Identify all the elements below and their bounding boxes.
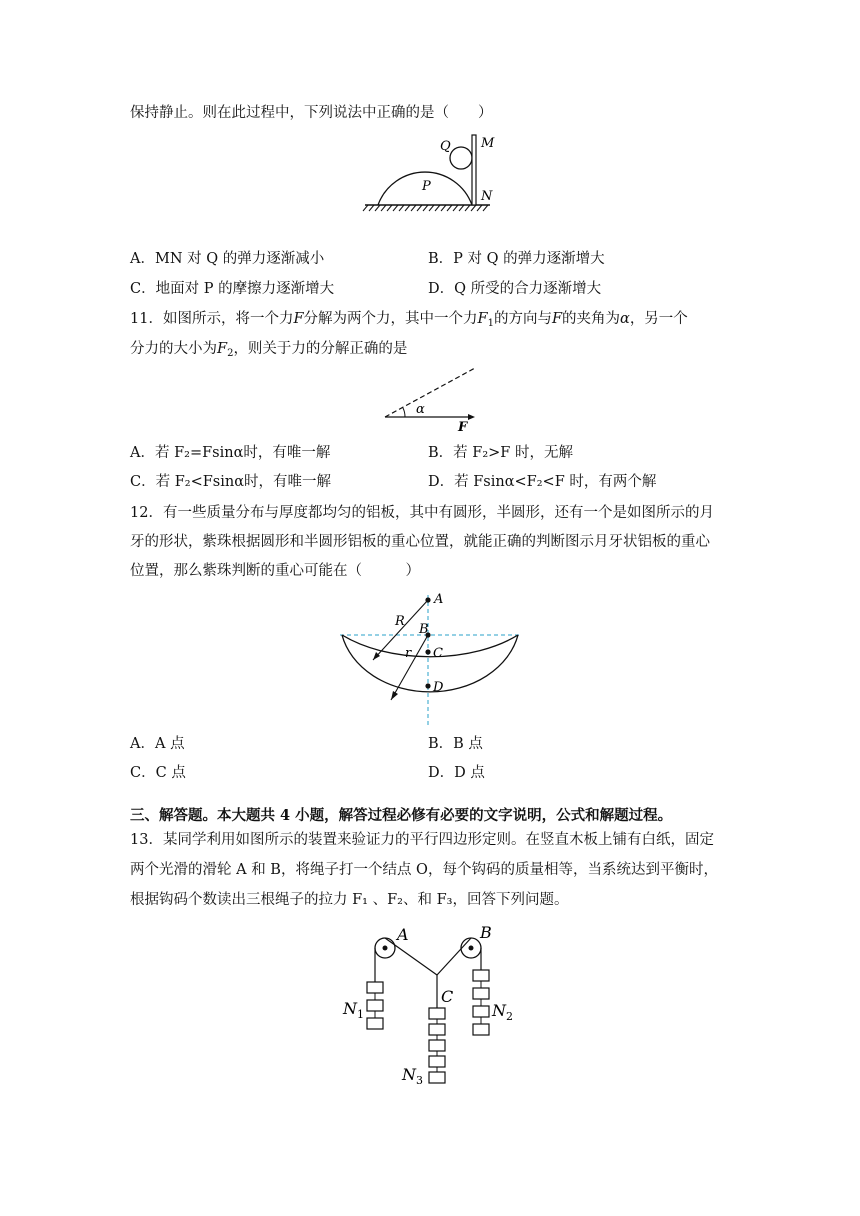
- q13-stem-line2: 两个光滑的滑轮 A 和 B，将绳子打一个结点 O，每个钩码的质量相等，当系统达到平衡时，: [130, 862, 718, 878]
- q11-label-F: F: [458, 420, 468, 435]
- q13-figure: [340, 920, 540, 1095]
- q12-stem-line3: 位置，那么紫珠判断的重心可能在（ ）: [130, 563, 420, 579]
- q11-option-a: A．若 F₂=Fsinα时，有唯一解: [130, 445, 331, 461]
- q12-option-a: A．A 点: [130, 736, 185, 752]
- q11-stem-line1: 11．如图所示，将一个力F分解为两个力，其中一个力$F_1$的方向与F的夹角为α，另一个: [130, 311, 688, 329]
- q11-figure: [380, 365, 480, 435]
- q12-label-r: r: [405, 646, 412, 661]
- q10-label-P: P: [422, 179, 431, 194]
- q10-figure: [360, 130, 500, 215]
- q10-option-b: B．P 对 Q 的弹力逐渐增大: [428, 251, 605, 267]
- q12-label-D: D: [433, 680, 444, 695]
- q12-option-b: B．B 点: [428, 736, 483, 752]
- q12-option-d: D．D 点: [428, 765, 485, 781]
- q12-option-c: C．C 点: [130, 765, 186, 781]
- q11-option-d: D．若 Fsinα<F₂<F 时，有两个解: [428, 474, 657, 490]
- q10-stem: 保持静止。则在此过程中，下列说法中正确的是（ ）: [130, 105, 493, 121]
- q11-stem-line2: 分力的大小为$F_2$，则关于力的分解正确的是: [130, 341, 408, 359]
- q11-option-b: B．若 F₂>F 时，无解: [428, 445, 573, 461]
- q12-label-B: B: [419, 622, 429, 637]
- q10-label-M: M: [481, 136, 495, 151]
- q10-label-Q: Q: [440, 139, 451, 154]
- q12-stem-line2: 牙的形状，紫珠根据圆形和半圆形铝板的重心位置，就能正确的判断图示月牙状铝板的重心: [130, 534, 710, 550]
- q11-label-alpha: α: [416, 402, 425, 417]
- q13-label-N2: $N_2$: [492, 1001, 513, 1023]
- q13-stem-line3: 根据钩码个数读出三根绳子的拉力 F₁ 、F₂、和 F₃，回答下列问题。: [130, 892, 569, 908]
- q13-label-C: C: [441, 987, 454, 1006]
- q13-stem-line1: 13．某同学利用如图所示的装置来验证力的平行四边形定则。在竖直木板上铺有白纸，固定: [130, 832, 714, 848]
- q10-label-N: N: [481, 189, 493, 204]
- q13-label-A: A: [397, 925, 409, 944]
- q10-option-c: C．地面对 P 的摩擦力逐渐增大: [130, 281, 335, 297]
- q13-label-B: B: [480, 923, 492, 942]
- q13-label-N3: $N_3$: [402, 1065, 423, 1087]
- q12-stem-line1: 12．有一些质量分布与厚度都均匀的铝板，其中有圆形，半圆形，还有一个是如图所示的月: [130, 505, 714, 521]
- q13-label-N1: $N_1$: [343, 999, 364, 1021]
- q12-label-R: R: [395, 614, 405, 629]
- q12-label-C: C: [433, 646, 443, 661]
- q10-option-a: A．MN 对 Q 的弹力逐渐减小: [130, 251, 325, 267]
- section3-heading: 三、解答题。本大题共 4 小题，解答过程必修有必要的文字说明，公式和解题过程。: [130, 807, 673, 824]
- q11-option-c: C．若 F₂<Fsinα时，有唯一解: [130, 474, 332, 490]
- q12-figure: [335, 590, 525, 725]
- q10-option-d: D．Q 所受的合力逐渐增大: [428, 281, 602, 297]
- q12-label-A: A: [434, 592, 444, 607]
